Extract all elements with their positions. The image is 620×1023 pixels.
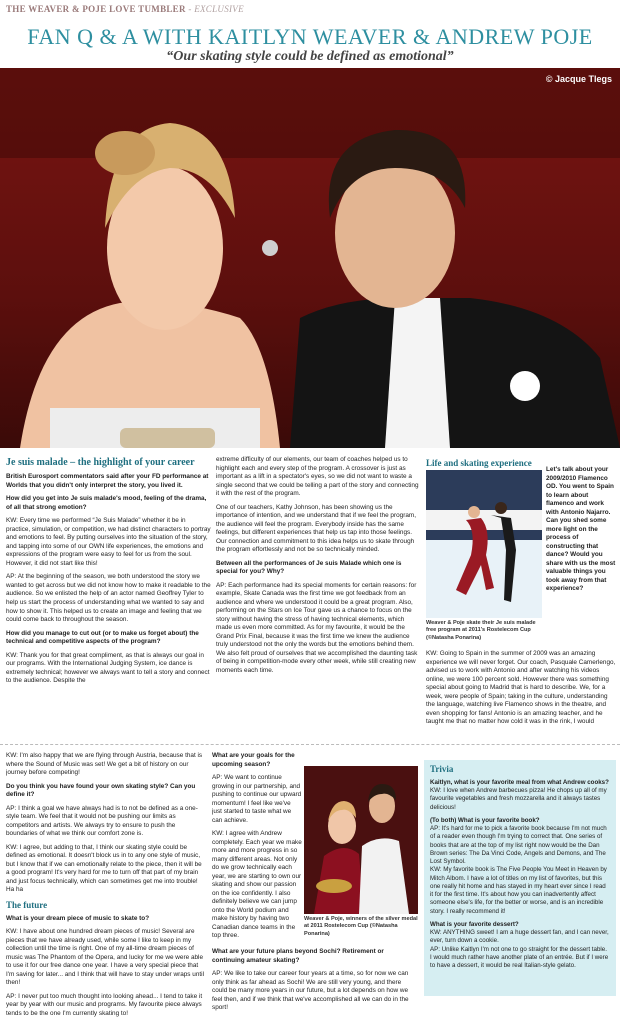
flamenco-answer: KW: Going to Spain in the summer of 2009 was an amazing experience we will never forget. Our coach, Pasquale Camerlengo, advised us to work with Antonio and after watching his videos online, we were 100 percent sold. However there was something special about going to Madrid that is hard to describe. We, for a week, were people of Spain; taking in the culture, understanding the language, watching live Flamenco shows in the theatre, and even shopping for fans! Antonio is an amazing teacher, and he taught me that no matter how cold it was in the rink, I would [426, 650, 616, 726]
column-2-text-2: One of our teachers, Kathy Johnson, has been showing us the importance of intention, and we understand that if we feel the program, the audience will feel the program. Everybody inside has the same feelings, but different experiences that help us tap into those feelings. Our connection and commitment to this idea helps us to skate through the program effortlessly and not be so technically minded. [216, 503, 417, 554]
sochi-answer-ap: AP: We like to take our career four years at a time, so for now we can only think as far ahead as Sochi! We are still very young, and there could be many more years in our future, but a lot depends on how we feel then, and if we think that we've accomplished all we can do in the sport! [212, 970, 409, 1012]
trivia-answer-3-kw: KW: ANYTHING sweet! I am a huge dessert fan, and I can never, ever, turn down a cookie. [430, 929, 609, 945]
answer-3-ap: AP: Each performance had its special moments for certain reasons: for example, Skate Canada was the first time we got feedback from an audience and where we understood it could be a great program. Also, performing on the Stars on Ice Tour gave us a chance to focus on the story without having the stress of having technical elements, which made us even more committed. As for my favourite, it would be the Grand Prix Final, because it was the first time we knew the audience truly understood not the only the words but the emotions behind them. We also felt proud of ourselves that we accomplished the daunting task of being in competition-mode every other week, while still creating new moments each time. [216, 581, 418, 674]
trivia-answer-3-ap: AP: Unlike Kaitlyn I'm not one to go straight for the dessert table. I would much rather have another plate of an entrée. But if I were to have a dessert, it would be real Italian-style gelato. [430, 945, 609, 970]
trivia-question-2: (To both) What is your favorite book? [430, 816, 540, 824]
photo-credit: © Jacque Tlegs [545, 74, 612, 84]
sochi-question: What are your future plans beyond Sochi? Retirement or continuing amateur skating? [212, 948, 384, 964]
section-divider [0, 744, 620, 745]
section-heading-life: Life and skating experience [426, 458, 532, 468]
goals-answer-kw: KW: I agree with Andrew completely. Each year we make more and more progress in so many different areas. Not only do we grow technically each year, we are starting to own our skating and show our passion on the ice confidently. I also definitely believe we can jump onto the World podium and make history by having two Canadian dance teams in the top three. [212, 830, 302, 940]
lower-column-2 [212, 752, 302, 948]
section-heading-highlight: Je suis malade – the highlight of your career [6, 457, 195, 468]
answer-1-kw: KW: Every time we performed “Je Suis Malade” whether it be in practice, simulation, or competition, we had distinct characters to portray and emotions to feel. By putting ourselves into the situation of the story, and tapping into some of our OWN life experiences, the emotions and expressions of the program were easy to feel for us from the soul. However, it did not start like this! [6, 517, 211, 567]
style-answer-kw: KW: I agree, but adding to that, I think our skating style could be defined as emotional. It doesn't block us in to any one style of music, but I know that if we can emotionally relate to the piece, then it will be a good program! It's very hard for me to turn off that part of my brain and just focus technically, which can sometimes get me into trouble! Ha ha [6, 843, 202, 894]
style-answer-ap: AP: I think a goal we have always had is to not be defined as a one-style team. We feel that it would not be pushing our limits as competitors and artists. We always try to ensure to push the boundaries of what we think our comfort zone is. [6, 804, 198, 838]
skating-photo-1 [426, 470, 542, 618]
style-question: Do you think you have found your own skating style? Can you define it? [6, 782, 196, 799]
trivia-answer-2-ap: AP: It's hard for me to pick a favorite book because I'm not much of a reader even though I'm trying to correct that. One series of books that are at the top of my list right now would be the Dan Brown series: The Da Vinci Code, Angels and Demons, and The Lost Symbol. [430, 825, 607, 866]
question-3: Between all the performances of Je suis Malade which one is special for you? Why? [216, 559, 402, 576]
photo-1-caption: Weaver & Poje skate their Je suis malade free program at 2011's Rostelecom Cup (©Natasha Ponarina) [426, 620, 536, 641]
music-question: What is your dream piece of music to skate to? [6, 914, 150, 922]
answer-1-ap: AP: At the beginning of the season, we both understood the story we wanted to get across but we did not know how to make it readable to the audience. So we enlisted the help of an actor named Geoffrey Tyler to help us start the process of understanding what we wanted to say and how to show it. This helped us to create an image and feeling that we could come back to throughout the season. [6, 573, 211, 624]
hero-illustration [0, 68, 620, 448]
flamenco-question: Let's talk about your 2009/2010 Flamenco OD. You went to Spain to learn about flamenco and work with Antonio Najarro. Can you shed some more light on the process of constructing that dance? Would you share with us the most valuable things you took away from that experience? [546, 466, 616, 593]
kicker-tag: - EXCLUSIVE [188, 4, 244, 14]
hero-photo [0, 68, 620, 448]
trivia-heading: Trivia [430, 764, 454, 774]
trivia-question-3: What is your favorite dessert? [430, 920, 519, 928]
trivia-box [424, 760, 616, 996]
trivia-question-1: Kaitlyn, what is your favorite meal from what Andrew cooks? [430, 778, 609, 786]
skating-illustration-2 [304, 766, 418, 914]
music-answer-ap: AP: I never put too much thought into looking ahead... I tend to take it year by year with our music and programs. My favourite piece always tends to be the one I'm currently skating to! [6, 992, 203, 1017]
photo-2-caption: Weaver & Poje, winners of the silver medal at 2011 Rostelecom Cup (©Natasha Ponarina) [304, 916, 418, 937]
answer-2-kw: KW: Thank you for that great compliment, as that is always our goal in our programs. With the International Judging System, ice dance is extremely technical; however we always want to tell a story and connect to the audience. Despite the [6, 651, 210, 685]
page-title: FAN Q & A WITH KAITLYN WEAVER & ANDREW POJE [27, 24, 593, 49]
column-1 [6, 456, 211, 736]
column-2-text: extreme difficulty of our elements, our team of coaches helped us to highlight each and every step of the program. A crossover is just as important as a lift in a spectator's eyes, so we did not want to waste a single second that we could be telling a part of the story and connecting it with the rest of the program. [216, 456, 419, 498]
music-answer-kw: KW: I have about one hundred dream pieces of music! Several are pieces that we have already used, while some I like to keep in my collection until the time is right. One of my all-time dream pieces of music was The Phantom of the Opera, and lucky for me we were able to use it for our free dance one year. I have a very special piece that I'm saving for later... and I think that will have to stay under wraps until then! [6, 928, 205, 987]
intro-text: British Eurosport commentators said after your FD performance at Worlds that you didn't only interpret the story, you lived it. [6, 473, 209, 489]
question-2: How did you manage to cut out (or to make us forget about) the technical and competitive aspects of the program? [6, 629, 199, 646]
skating-photo-2 [304, 766, 418, 914]
goals-question: What are your goals for the upcoming season? [212, 752, 295, 768]
section-heading-future: The future [6, 899, 48, 910]
question-1: How did you get into Je suis malade's mood, feeling of the drama, of all that strong emotion? [6, 495, 207, 511]
goals-answer-ap: AP: We want to continue growing in our partnership, and pushing to continue our upward momentum! I feel like we've just started to taste what we can achieve. [212, 774, 302, 824]
lower-column-2-bottom [212, 948, 418, 1020]
page-subtitle: “Our skating style could be defined as emotional” [166, 49, 454, 64]
kicker [6, 4, 244, 14]
section-2-question [546, 466, 616, 646]
trivia-answer-1: KW: I love when Andrew barbecues pizza! He chops up all of my favourite vegetables and fresh mozzarella and it always tastes delicious! [430, 787, 607, 811]
austria-text: KW: I'm also happy that we are flying through Austria, because that is where the Sound of Music was set! We get a bit of history on our journey before competing! [6, 752, 203, 777]
kicker-text: THE WEAVER & POJE LOVE TUMBLER [6, 4, 186, 14]
column-2 [216, 456, 420, 736]
trivia-answer-2-kw: KW: My favorite book is The Five People You Meet in Heaven by Mitch Albom. I have a lot of titles on my list of favorites, but this one really hit home and has stayed in my heart ever since I read it for the first time. It's about how you can inadvertently affect someone else's life, for the better or worse, and is an incredible story. I really recommend it! [430, 866, 607, 915]
lower-column-1 [6, 752, 206, 1020]
section-2-answer [426, 650, 616, 738]
skating-illustration-1 [426, 470, 542, 618]
